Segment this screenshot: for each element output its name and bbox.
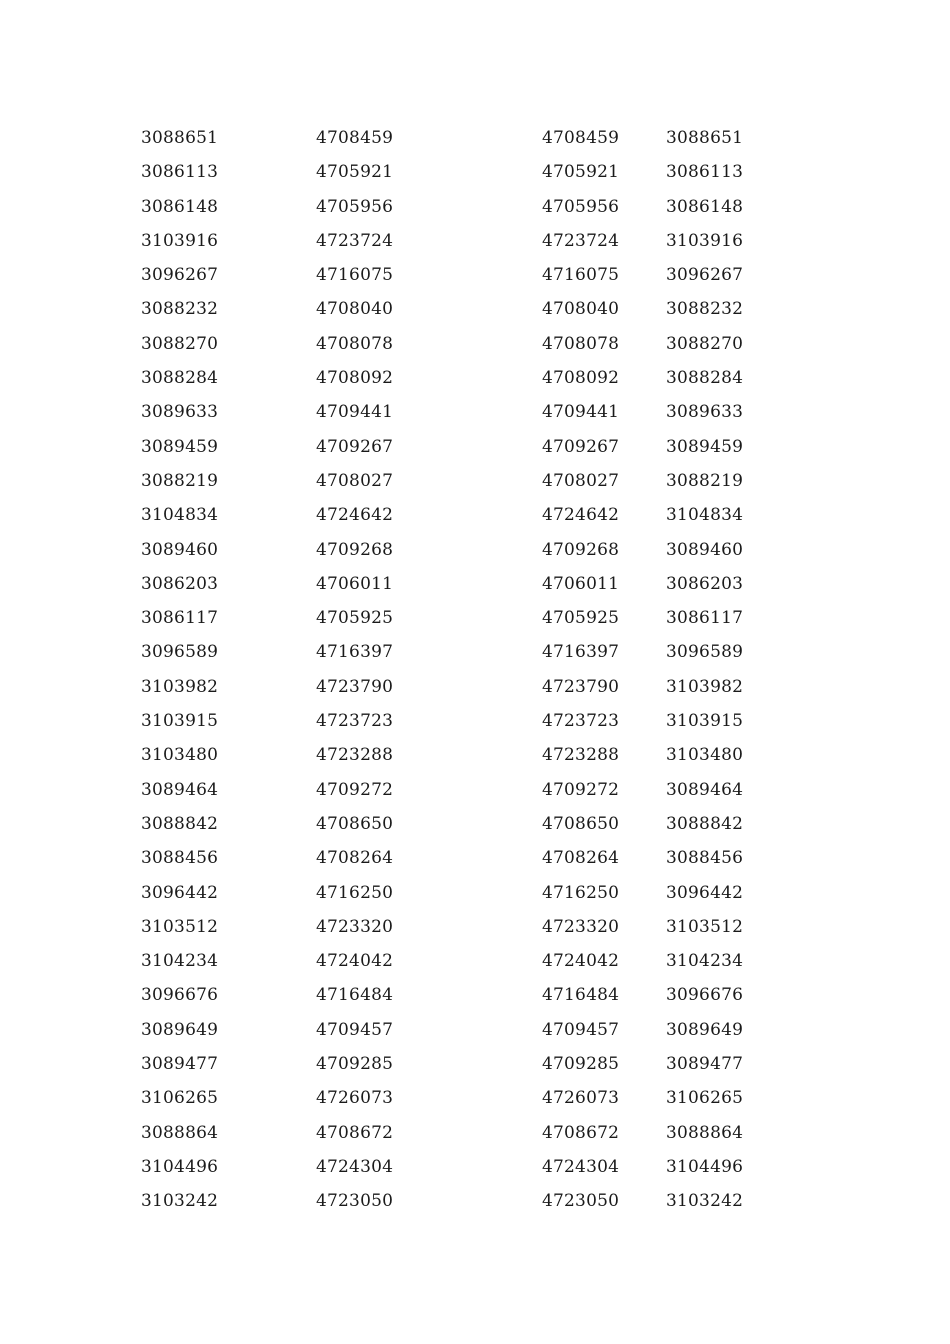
- cell-col-c: 4709457: [542, 1019, 620, 1040]
- table-row: [0, 327, 950, 361]
- table-row: [0, 190, 950, 224]
- cell-col-c: 4724304: [542, 1156, 620, 1177]
- cell-col-c: 4708027: [542, 470, 620, 491]
- cell-col-d: 3088219: [666, 470, 744, 491]
- cell-col-b: 4716397: [316, 642, 394, 663]
- cell-col-d: 3088284: [666, 368, 744, 389]
- cell-col-c: 4723724: [542, 230, 620, 251]
- number-table: [0, 121, 950, 1219]
- cell-col-b: 4724642: [316, 505, 394, 526]
- cell-col-d: 3103915: [666, 711, 744, 732]
- cell-col-b: 4709272: [316, 779, 394, 800]
- cell-col-a: 3103982: [141, 676, 219, 697]
- left-margin-cell: [0, 121, 141, 155]
- cell-col-a: 3096589: [141, 642, 219, 663]
- cell-col-b: 4723050: [316, 1191, 394, 1212]
- cell-col-b: 4723790: [316, 676, 394, 697]
- cell-col-d: 3106265: [666, 1088, 744, 1109]
- cell-col-b: 4705956: [316, 196, 394, 217]
- cell-col-b: 4726073: [316, 1088, 394, 1109]
- right-margin-cell: [790, 498, 950, 532]
- right-margin-cell: [790, 944, 950, 978]
- right-margin-cell: [790, 841, 950, 875]
- left-margin-cell: [0, 155, 141, 189]
- table-row: [0, 704, 950, 738]
- cell-col-d: 3096267: [666, 265, 744, 286]
- right-margin-cell: [790, 464, 950, 498]
- cell-col-d: 3086148: [666, 196, 744, 217]
- right-margin-cell: [790, 533, 950, 567]
- cell-col-d: 3086203: [666, 573, 744, 594]
- cell-col-b: 4708264: [316, 848, 394, 869]
- cell-col-b: 4709457: [316, 1019, 394, 1040]
- cell-col-b: 4708459: [316, 128, 394, 148]
- table-row: [0, 1047, 950, 1081]
- table-row: [0, 876, 950, 910]
- table-row: [0, 361, 950, 395]
- cell-col-c: 4716250: [542, 882, 620, 903]
- left-margin-cell: [0, 292, 141, 326]
- right-margin-cell: [790, 635, 950, 669]
- table-row: [0, 258, 950, 292]
- left-margin-cell: [0, 704, 141, 738]
- cell-col-b: 4708092: [316, 368, 394, 389]
- right-margin-cell: [790, 1184, 950, 1218]
- cell-col-d: 3103242: [666, 1191, 744, 1212]
- cell-col-b: 4708027: [316, 470, 394, 491]
- cell-col-b: 4709268: [316, 539, 394, 560]
- table-row: [0, 395, 950, 429]
- table-row: [0, 292, 950, 326]
- cell-col-b: 4723320: [316, 916, 394, 937]
- cell-col-a: 3103512: [141, 916, 219, 937]
- right-margin-cell: [790, 807, 950, 841]
- right-margin-cell: [790, 327, 950, 361]
- cell-col-a: 3088842: [141, 813, 219, 834]
- left-margin-cell: [0, 601, 141, 635]
- cell-col-a: 3106265: [141, 1088, 219, 1109]
- cell-col-c: 4723320: [542, 916, 620, 937]
- right-margin-cell: [790, 1013, 950, 1047]
- table-row: [0, 601, 950, 635]
- cell-col-c: 4706011: [542, 573, 620, 594]
- cell-col-d: 3104234: [666, 951, 744, 972]
- cell-col-c: 4724042: [542, 951, 620, 972]
- cell-col-b: 4709285: [316, 1054, 394, 1075]
- cell-col-d: 3088232: [666, 299, 744, 320]
- number-table-body: [0, 121, 950, 1219]
- right-margin-cell: [790, 121, 950, 155]
- cell-col-d: 3103982: [666, 676, 744, 697]
- right-margin-cell: [790, 155, 950, 189]
- cell-col-d: 3088842: [666, 813, 744, 834]
- cell-col-b: 4716250: [316, 882, 394, 903]
- cell-col-b: 4716484: [316, 985, 394, 1006]
- cell-col-a: 3089459: [141, 436, 219, 457]
- left-margin-cell: [0, 841, 141, 875]
- cell-col-c: 4708092: [542, 368, 620, 389]
- cell-col-a: 3104234: [141, 951, 219, 972]
- right-margin-cell: [790, 292, 950, 326]
- table-row: [0, 155, 950, 189]
- cell-col-b: 4723724: [316, 230, 394, 251]
- cell-col-a: 3096267: [141, 265, 219, 286]
- left-margin-cell: [0, 635, 141, 669]
- cell-col-a: 3088651: [141, 128, 219, 148]
- cell-col-d: 3086113: [666, 162, 744, 183]
- right-margin-cell: [790, 738, 950, 772]
- cell-col-c: 4723790: [542, 676, 620, 697]
- table-row: [0, 807, 950, 841]
- table-row: [0, 841, 950, 875]
- cell-col-b: 4723723: [316, 711, 394, 732]
- cell-col-d: 3089649: [666, 1019, 744, 1040]
- table-row: [0, 567, 950, 601]
- cell-col-b: 4708672: [316, 1122, 394, 1143]
- left-margin-cell: [0, 464, 141, 498]
- cell-col-d: 3103480: [666, 745, 744, 766]
- table-row: [0, 224, 950, 258]
- cell-col-d: 3104496: [666, 1156, 744, 1177]
- right-margin-cell: [790, 395, 950, 429]
- cell-col-a: 3089460: [141, 539, 219, 560]
- left-margin-cell: [0, 910, 141, 944]
- right-margin-cell: [790, 361, 950, 395]
- cell-col-c: 4709272: [542, 779, 620, 800]
- cell-col-d: 3096442: [666, 882, 744, 903]
- cell-col-c: 4716075: [542, 265, 620, 286]
- cell-col-a: 3103480: [141, 745, 219, 766]
- table-row: [0, 670, 950, 704]
- right-margin-cell: [790, 876, 950, 910]
- cell-col-d: 3086117: [666, 608, 744, 629]
- cell-col-a: 3088270: [141, 333, 219, 354]
- cell-col-d: 3089464: [666, 779, 744, 800]
- left-margin-cell: [0, 670, 141, 704]
- cell-col-d: 3104834: [666, 505, 744, 526]
- right-margin-cell: [790, 224, 950, 258]
- left-margin-cell: [0, 1116, 141, 1150]
- left-margin-cell: [0, 567, 141, 601]
- cell-col-c: 4708264: [542, 848, 620, 869]
- cell-col-a: 3103242: [141, 1191, 219, 1212]
- cell-col-d: 3103512: [666, 916, 744, 937]
- cell-col-a: 3104834: [141, 505, 219, 526]
- table-row: [0, 944, 950, 978]
- table-row: [0, 430, 950, 464]
- cell-col-c: 4709267: [542, 436, 620, 457]
- cell-col-b: 4724042: [316, 951, 394, 972]
- cell-col-c: 4708459: [542, 128, 620, 148]
- left-margin-cell: [0, 978, 141, 1012]
- cell-col-b: 4708040: [316, 299, 394, 320]
- cell-col-d: 3103916: [666, 230, 744, 251]
- cell-col-d: 3089459: [666, 436, 744, 457]
- cell-col-c: 4723050: [542, 1191, 620, 1212]
- cell-col-d: 3096589: [666, 642, 744, 663]
- cell-col-a: 3089649: [141, 1019, 219, 1040]
- table-row: [0, 910, 950, 944]
- left-margin-cell: [0, 327, 141, 361]
- cell-col-c: 4708078: [542, 333, 620, 354]
- cell-col-a: 3088864: [141, 1122, 219, 1143]
- cell-col-d: 3088651: [666, 128, 744, 148]
- left-margin-cell: [0, 533, 141, 567]
- right-margin-cell: [790, 773, 950, 807]
- cell-col-c: 4723723: [542, 711, 620, 732]
- cell-col-c: 4708040: [542, 299, 620, 320]
- left-margin-cell: [0, 1184, 141, 1218]
- cell-col-b: 4708078: [316, 333, 394, 354]
- cell-col-a: 3103915: [141, 711, 219, 732]
- cell-col-a: 3096676: [141, 985, 219, 1006]
- left-margin-cell: [0, 1013, 141, 1047]
- table-row: [0, 978, 950, 1012]
- cell-col-d: 3088864: [666, 1122, 744, 1143]
- cell-col-c: 4708650: [542, 813, 620, 834]
- left-margin-cell: [0, 361, 141, 395]
- left-margin-cell: [0, 807, 141, 841]
- table-row: [0, 1116, 950, 1150]
- cell-col-c: 4705921: [542, 162, 620, 183]
- cell-col-c: 4709441: [542, 402, 620, 423]
- table-row: [0, 1150, 950, 1184]
- cell-col-b: 4709267: [316, 436, 394, 457]
- cell-col-c: 4709268: [542, 539, 620, 560]
- cell-col-a: 3086117: [141, 608, 219, 629]
- table-row: [0, 533, 950, 567]
- cell-col-c: 4716484: [542, 985, 620, 1006]
- cell-col-c: 4723288: [542, 745, 620, 766]
- left-margin-cell: [0, 190, 141, 224]
- table-row: [0, 1013, 950, 1047]
- right-margin-cell: [790, 978, 950, 1012]
- left-margin-cell: [0, 1150, 141, 1184]
- left-margin-cell: [0, 395, 141, 429]
- left-margin-cell: [0, 498, 141, 532]
- cell-col-b: 4708650: [316, 813, 394, 834]
- right-margin-cell: [790, 1116, 950, 1150]
- cell-col-d: 3088270: [666, 333, 744, 354]
- cell-col-c: 4708672: [542, 1122, 620, 1143]
- cell-col-a: 3089464: [141, 779, 219, 800]
- right-margin-cell: [790, 1081, 950, 1115]
- cell-col-b: 4724304: [316, 1156, 394, 1177]
- cell-col-c: 4724642: [542, 505, 620, 526]
- right-margin-cell: [790, 601, 950, 635]
- cell-col-a: 3088284: [141, 368, 219, 389]
- right-margin-cell: [790, 1047, 950, 1081]
- table-row: [0, 498, 950, 532]
- cell-col-d: 3088456: [666, 848, 744, 869]
- right-margin-cell: [790, 704, 950, 738]
- cell-col-a: 3103916: [141, 230, 219, 251]
- left-margin-cell: [0, 944, 141, 978]
- right-margin-cell: [790, 1150, 950, 1184]
- table-row: [0, 635, 950, 669]
- left-margin-cell: [0, 258, 141, 292]
- cell-col-c: 4726073: [542, 1088, 620, 1109]
- cell-col-d: 3089633: [666, 402, 744, 423]
- left-margin-cell: [0, 738, 141, 772]
- cell-col-b: 4705921: [316, 162, 394, 183]
- cell-col-b: 4716075: [316, 265, 394, 286]
- cell-col-a: 3096442: [141, 882, 219, 903]
- left-margin-cell: [0, 773, 141, 807]
- cell-col-d: 3089477: [666, 1054, 744, 1075]
- cell-col-a: 3086148: [141, 196, 219, 217]
- table-row: [0, 464, 950, 498]
- cell-col-b: 4723288: [316, 745, 394, 766]
- cell-col-a: 3089477: [141, 1054, 219, 1075]
- cell-col-c: 4705925: [542, 608, 620, 629]
- table-row: [0, 738, 950, 772]
- cell-col-a: 3088219: [141, 470, 219, 491]
- cell-col-d: 3089460: [666, 539, 744, 560]
- cell-col-c: 4705956: [542, 196, 620, 217]
- cell-col-b: 4709441: [316, 402, 394, 423]
- cell-col-a: 3086113: [141, 162, 219, 183]
- right-margin-cell: [790, 910, 950, 944]
- cell-col-a: 3089633: [141, 402, 219, 423]
- table-row: [0, 1081, 950, 1115]
- table-row: [0, 121, 950, 155]
- cell-col-b: 4705925: [316, 608, 394, 629]
- cell-col-a: 3088232: [141, 299, 219, 320]
- left-margin-cell: [0, 1081, 141, 1115]
- cell-col-c: 4716397: [542, 642, 620, 663]
- right-margin-cell: [790, 258, 950, 292]
- right-margin-cell: [790, 190, 950, 224]
- left-margin-cell: [0, 430, 141, 464]
- left-margin-cell: [0, 1047, 141, 1081]
- cell-col-a: 3086203: [141, 573, 219, 594]
- right-margin-cell: [790, 430, 950, 464]
- cell-col-d: 3096676: [666, 985, 744, 1006]
- table-row: [0, 1184, 950, 1218]
- cell-col-a: 3104496: [141, 1156, 219, 1177]
- cell-col-a: 3088456: [141, 848, 219, 869]
- cell-col-b: 4706011: [316, 573, 394, 594]
- left-margin-cell: [0, 224, 141, 258]
- right-margin-cell: [790, 670, 950, 704]
- right-margin-cell: [790, 567, 950, 601]
- table-row: [0, 773, 950, 807]
- cell-col-c: 4709285: [542, 1054, 620, 1075]
- left-margin-cell: [0, 876, 141, 910]
